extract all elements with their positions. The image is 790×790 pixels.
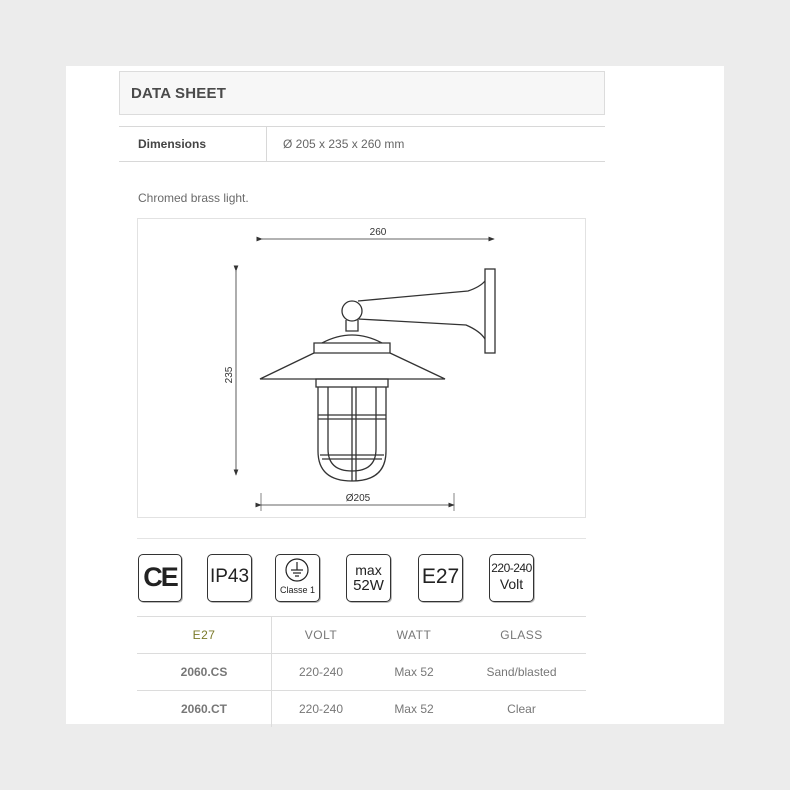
height-dimension-label: 235	[224, 366, 235, 384]
table-cell-code: 2060.CT	[180, 702, 228, 716]
dimensions-label: Dimensions	[138, 137, 207, 151]
lamp-outline	[260, 269, 495, 481]
dimensions-row	[119, 126, 605, 162]
table-cell-code: 2060.CS	[180, 665, 228, 679]
dimensions-divider	[266, 127, 267, 161]
product-description: Chromed brass light.	[138, 191, 249, 205]
table-cell-watt: Max 52	[394, 665, 434, 679]
table-header-cell: WATT	[396, 628, 432, 642]
table-row	[137, 654, 586, 691]
voltage-icon	[489, 554, 534, 602]
max-wattage-bottom: 52W	[353, 577, 384, 594]
table-cell-glass: Sand/blasted	[486, 665, 557, 679]
product-table	[137, 616, 586, 727]
table-header-cell: GLASS	[500, 628, 543, 642]
data-sheet-card	[66, 66, 724, 724]
voltage-top: 220-240	[491, 561, 532, 575]
earth-ground-icon	[276, 556, 318, 586]
table-header-cell: E27	[192, 628, 216, 642]
ce-mark-icon	[138, 554, 182, 602]
dimensions-value: Ø 205 x 235 x 260 mm	[283, 137, 405, 151]
diameter-dimension-label: Ø205	[345, 493, 371, 504]
lamp-drawing-svg	[138, 219, 587, 519]
data-sheet-header	[119, 71, 605, 115]
ip-rating-text: IP43	[209, 566, 250, 587]
table-cell-volt: 220-240	[298, 665, 344, 679]
max-wattage-top: max	[355, 562, 382, 578]
icons-divider	[137, 538, 586, 539]
ce-mark-text: CE	[143, 562, 177, 592]
table-header-row	[137, 616, 586, 654]
socket-type-icon	[418, 554, 463, 602]
ip-rating-icon	[207, 554, 252, 602]
ground-class-icon	[275, 554, 320, 602]
table-header-cell: VOLT	[304, 628, 338, 642]
table-cell-volt: 220-240	[298, 702, 344, 716]
socket-type-text: E27	[421, 565, 460, 588]
table-cell-watt: Max 52	[394, 702, 434, 716]
data-sheet-title: DATA SHEET	[131, 85, 227, 102]
table-cell-glass: Clear	[507, 702, 536, 716]
voltage-bottom: Volt	[499, 576, 524, 592]
technical-drawing	[137, 218, 586, 518]
table-row	[137, 691, 586, 727]
ground-class-text: Classe 1	[279, 585, 315, 595]
width-dimension-label: 260	[369, 227, 387, 238]
max-wattage-icon	[346, 554, 391, 602]
